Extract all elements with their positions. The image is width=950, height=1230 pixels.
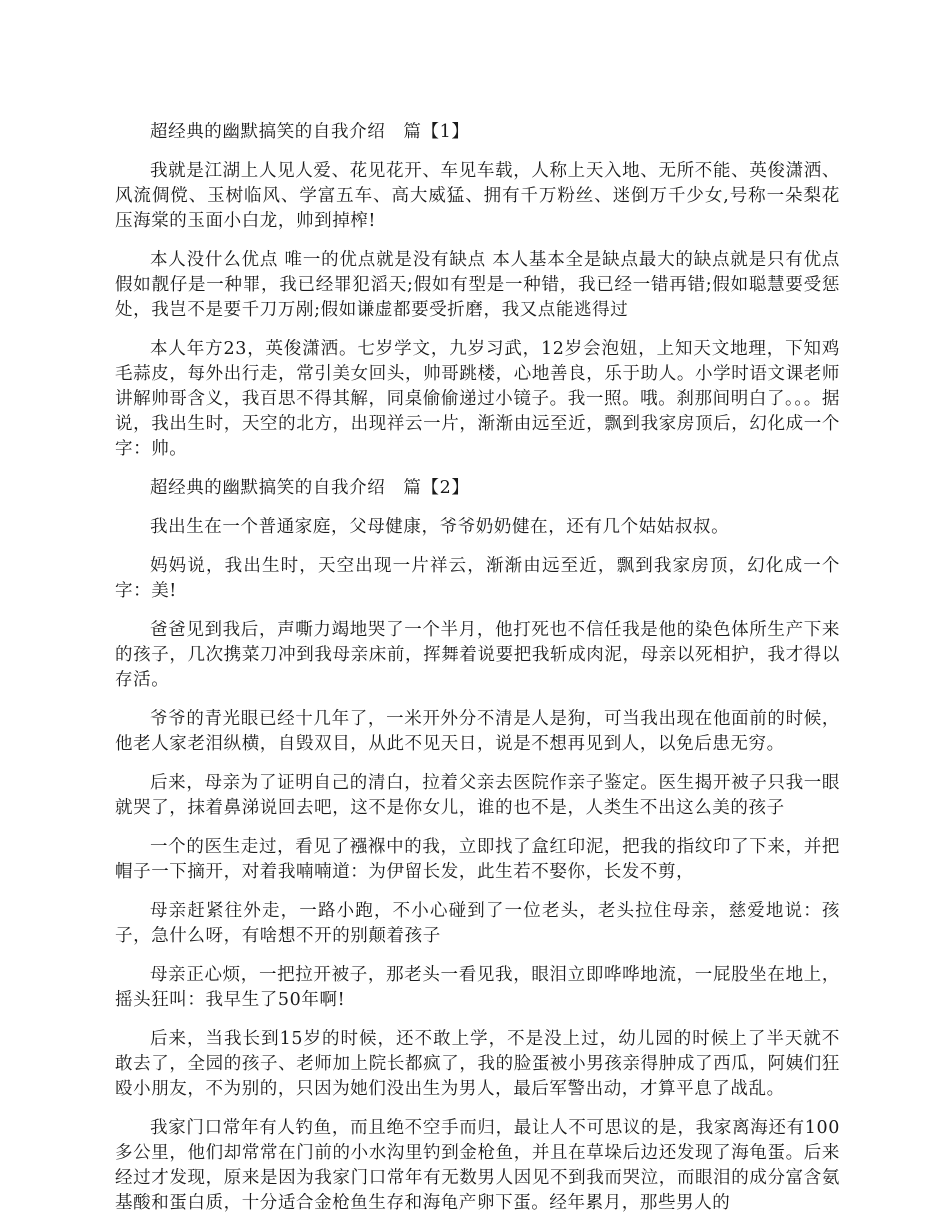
paragraph: 我就是江湖上人见人爱、花见花开、车见车载，人称上天入地、无所不能、英俊潇洒、风流倜傥、玉树临风、学富五车、高大威猛、拥有千万粉丝、迷倒万千少女,号称一朵梨花压海棠的玉面小白龙，帅到掉榨! bbox=[115, 161, 840, 231]
paragraph: 母亲正心烦，一把拉开被子，那老头一看见我，眼泪立即哗哗地流，一屁股坐在地上，摇头狂叫：我早生了50年啊! bbox=[115, 965, 840, 1010]
section-1 bbox=[115, 120, 840, 462]
paragraph: 爷爷的青光眼已经十几年了，一米开外分不清是人是狗，可当我出现在他面前的时候，他老人家老泪纵横，自毁双目，从此不见天日，说是不想再见到人，以免后患无穷。 bbox=[115, 709, 840, 754]
paragraph: 后来，当我长到15岁的时候，还不敢上学，不是没上过，幼儿园的时候上了半天就不敢去了，全园的孩子、老师加上院长都疯了，我的脸蛋被小男孩亲得肿成了西瓜，阿姨们狂殴小朋友，不为别的，只因为她们没出生为男人，最后军警出动，才算平息了战乱。 bbox=[115, 1029, 840, 1099]
paragraph: 母亲赶紧往外走，一路小跑，不小心碰到了一位老头，老头拉住母亲，慈爱地说：孩子，急什么呀，有啥想不开的别颠着孩子 bbox=[115, 901, 840, 946]
section-2 bbox=[115, 476, 840, 1216]
paragraph: 本人年方23，英俊潇洒。七岁学文，九岁习武，12岁会泡妞，上知天文地理，下知鸡毛蒜皮，每外出行走，常引美女回头，帅哥跳楼，心地善良，乐于助人。小学时语文课老师讲解帅哥含义，我百思不得其解，同桌偷偷递过小镜子。我一照。哦。刹那间明白了。。。据说，我出生时，天空的北方，出现祥云一片，渐渐由远至近，飘到我家房顶后，幻化成一个字：帅。 bbox=[115, 339, 840, 459]
paragraph: 一个的医生走过，看见了襁褓中的我，立即找了盒红印泥，把我的指纹印了下来，并把帽子一下摘开，对着我喃喃道：为伊留长发，此生若不娶你，长发不剪， bbox=[115, 837, 840, 882]
paragraph: 妈妈说，我出生时，天空出现一片祥云，渐渐由远至近，飘到我家房顶，幻化成一个字：美! bbox=[115, 556, 840, 601]
paragraph: 我出生在一个普通家庭，父母健康，爷爷奶奶健在，还有几个姑姑叔叔。 bbox=[150, 517, 730, 537]
paragraph: 本人没什么优点 唯一的优点就是没有缺点 本人基本全是缺点最大的缺点就是只有优点假如靓仔是一种罪，我已经罪犯滔天;假如有型是一种错，我已经一错再错;假如聪慧要受惩处，我岂不是要千刀万剐;假如谦虚都要受折磨，我又点能逃得过 bbox=[115, 250, 840, 320]
paragraph: 我家门口常年有人钓鱼，而且绝不空手而归，最让人不可思议的是，我家离海还有100多公里，他们却常常在门前的小水沟里钓到金枪鱼，并且在草垛后边还发现了海龟蛋。后来经过才发现，原来是因为我家门口常年有无数男人因见不到我而哭泣，而眼泪的成分富含氨基酸和蛋白质，十分适合金枪鱼生存和海龟产卵下蛋。经年累月，那些男人的 bbox=[115, 1118, 840, 1213]
paragraph: 后来，母亲为了证明自己的清白，拉着父亲去医院作亲子鉴定。医生揭开被子只我一眼就哭了，抹着鼻涕说回去吧，这不是你女儿，谁的也不是，人类生不出这么美的孩子 bbox=[115, 773, 840, 818]
section-heading: 超经典的幽默搞笑的自我介绍 篇【2】 bbox=[150, 478, 470, 498]
paragraph: 爸爸见到我后，声嘶力竭地哭了一个半月，他打死也不信任我是他的染色体所生产下来的孩子，几次携菜刀冲到我母亲床前，挥舞着说要把我斩成肉泥，母亲以死相护，我才得以存活。 bbox=[115, 620, 840, 690]
section-heading: 超经典的幽默搞笑的自我介绍 篇【1】 bbox=[150, 122, 470, 142]
document-page bbox=[115, 120, 840, 1230]
